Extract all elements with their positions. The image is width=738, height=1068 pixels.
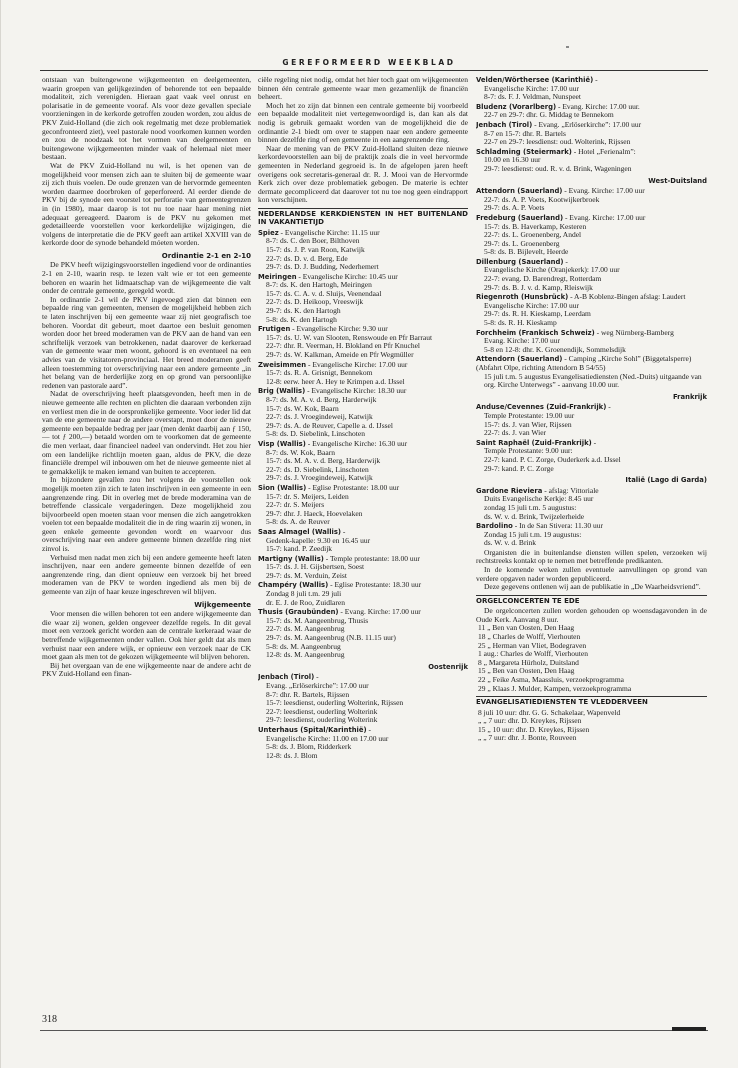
section-heading-evangelisatie: EVANGELISATIEDIENSTEN TE VLEDDERVEEN: [476, 696, 707, 706]
service-entry: [258, 484, 468, 527]
service-line: 8-7: ds. F. J. Veldman, Nunspeet: [484, 92, 581, 102]
service-entry: [258, 229, 468, 272]
service-line: 29-7: ds. M. Aangeenbrug (N.B. 11.15 uur): [266, 633, 396, 643]
service-line: Evangelische Kirche: 17.00 uur: [484, 300, 579, 310]
service-line: Evangelische Kirche: 11.00 en 17.00 uur: [266, 733, 389, 743]
service-line: 22-7: ds. D. Heikoop, Vreeswijk: [266, 297, 364, 307]
location-detail: - Evangelische Kirche: 9.30 uur: [290, 324, 388, 334]
location-name: Brig (Wallis): [258, 387, 306, 396]
service-line: dr. E. J. de Roo, Zuidlaren: [266, 597, 345, 607]
schedule-line: „ „ 7 uur: dhr. D. Kreykes, Rijssen: [478, 716, 582, 726]
organ-schedule: [476, 624, 707, 693]
location-name: Martigny (Wallis): [258, 554, 324, 563]
service-list: [476, 76, 707, 174]
service-list: [476, 187, 707, 390]
location-name: Fredeburg (Sauerland): [476, 213, 564, 222]
schedule-line: 8 juli 10 uur: dhr. G. G. Schakelaar, Wapenveld: [478, 707, 621, 717]
entry-title-line: [476, 355, 707, 372]
service-line: ds. W. v. d. Brink, Twijzelerheide: [484, 511, 585, 521]
location-detail: - Evangelische Kirche: 17.00 uur: [306, 359, 408, 369]
service-line: 12-8: eerw. heer A. Hey te Krimpen a.d. IJssel: [266, 376, 405, 386]
schedule-line: 8 „ Margareta Hürholz, Duitsland: [478, 657, 579, 667]
service-line: 29-7: ds. A. P. Voets: [484, 203, 545, 213]
service-line: 22-7: ds. D. Siebelink, Linschoten: [266, 464, 369, 474]
service-line: 5-8: ds. A. de Reuver: [266, 517, 330, 527]
service-line: 12-8: ds. J. Blom: [266, 750, 318, 760]
service-entry: [476, 103, 707, 120]
location-name: Saas Almagel (Wallis): [258, 527, 341, 536]
paragraph: Voor mensen die willen behoren tot een andere wijkgemeente dan die waar zij wonen, gelden ongeveer dezelfde regels. In dit geval moet een verzoek gericht worden aan de centrale kerkeraad waar de betreffende wijkgemeenten onder vallen. Ook hier geldt dat als men verhuist naar een andere wijk, er opnieuw een verzoek naar de CK moet gaan als men tot de gekozen wijkgemeente wil blijven behoren.: [42, 609, 251, 662]
service-line: 15-7: ds. J. P. van Roon, Katwijk: [266, 244, 365, 254]
service-line: 8-7: ds. K. den Hartogh, Meiringen: [266, 280, 372, 290]
service-entry: [476, 403, 707, 437]
location-name: Sion (Wallis): [258, 483, 307, 492]
schedule-line: 18 „ Charles de Wolff, Vierhouten: [478, 632, 581, 642]
country-label: Oostenrijk: [428, 662, 468, 671]
location-detail: -: [314, 672, 319, 682]
paragraph: In de komende weken zullen eventuele aanvullingen op grond van verdere opgaven nader worden gepubliceerd.: [476, 565, 707, 583]
paragraph: In bijzondere gevallen zou het volgens de voorstellen ook mogelijk moeten zijn zich te laten inschrijven in een gemeente in een aangrenzende ring. Dit in overleg met de brede moderamina van de betreffende classicale vergaderingen. Deze mogelijkheid zou bijvoorbeeld open moeten staan voor mensen die zich aangetrokken voelen tot een bepaalde modaliteit die in de ring waarin zij wonen, in geen enkele gemeente gevonden wordt en waarvoor dus overschrijving naar een andere gemeente binnen dezelfde ring niet zinvol is.: [42, 475, 251, 554]
service-entry: [258, 581, 468, 607]
country-label: West-Duitsland: [648, 176, 707, 185]
paragraph: Deze gegevens ontlenen wij aan de publikatie in „De Waarheidsvriend”.: [484, 582, 701, 592]
service-entry: [258, 608, 468, 660]
service-line: ds. W. v. d. Brink: [484, 538, 537, 548]
service-entry: [258, 325, 468, 359]
schedule-line: 1 aug.: Charles de Wolff, Vierhouten: [478, 649, 588, 659]
location-detail: - Evangelische Kirche: 11.15 uur: [278, 227, 380, 237]
service-line: 15-7: dr. S. Meijers, Leiden: [266, 491, 349, 501]
service-line: 15-7: ds. M. Aangeenbrug, Thusis: [266, 615, 369, 625]
column-3: [476, 76, 707, 1001]
paragraph: De orgelconcerten zullen worden gehouden op woensdagavonden in de Oude Kerk. Aanvang 8 uur.: [476, 606, 707, 624]
location-detail: - A-B Koblenz-Bingen afslag: Laudert: [568, 292, 686, 302]
location-name: Anduse/Cevennes (Zuid-Frankrijk): [476, 403, 607, 412]
footer-rule: [40, 1030, 708, 1031]
service-line: 29-7: leesdienst: oud. R. v. d. Brink, Wageningen: [484, 163, 632, 173]
schedule-line: 15 „ Ben van Oosten, Den Haag: [478, 666, 575, 676]
schedule-line: 15 „ 10 uur: dhr. D. Kreykes, Rijssen: [478, 724, 590, 734]
location-name: Bludenz (Vorarlberg): [476, 102, 557, 111]
service-line: 15 juli t.m. 5 augustus Evangelisatiediensten (Ned.-Duits) uitgaande van org. Kirche Unterwegs” - aanvang 10.00 uur.: [484, 371, 702, 390]
country-label: Frankrijk: [672, 392, 707, 401]
service-line: 22-7: ds. D. v. d. Berg, Ede: [266, 253, 348, 263]
location-name: Velden/Wörthersee (Karinthië): [476, 76, 594, 84]
schedule-line: „ „ 7 uur: dhr. J. Bonte, Rouveen: [478, 733, 577, 743]
location-detail: - afslag: Vittoriale: [542, 485, 599, 495]
column-2: [258, 76, 468, 1001]
service-line: 15-7: kand. P. Zeedijk: [266, 544, 333, 554]
section-heading-kerkdiensten: NEDERLANDSE KERKDIENSTEN IN HET BUITENLAND IN VAKANTIETIJD: [258, 209, 468, 227]
service-line: 10.00 en 16.30 uur: [484, 155, 541, 165]
service-line: 15-7: ds. J. van Wier, Rijssen: [484, 419, 572, 429]
service-line: 22-7 en 29-7: leesdienst: oud. Wolterink, Rijssen: [484, 137, 631, 147]
service-line: 29-7: ds. D. J. Budding, Nederhemert: [266, 262, 379, 272]
service-line: 5-8: ds. K. den Hartogh: [266, 314, 337, 324]
footer-bar: [672, 1027, 706, 1031]
location-name: Dillenburg (Sauerland): [476, 257, 564, 266]
location-detail: -: [563, 256, 568, 266]
header-rule: [40, 70, 708, 71]
service-line: 8-7: ds. M. A. v. d. Berg, Harderwijk: [266, 395, 377, 404]
service-line: 22-7: ds. M. Aangeenbrug: [266, 624, 345, 634]
service-entry: [476, 355, 707, 389]
subheading-wijkgemeente: Wijkgemeente: [194, 600, 251, 609]
service-line: 15-7: ds. J. H. Gijsbertsen, Soest: [266, 562, 365, 572]
location-detail: - Hotel „Ferienalm”:: [571, 146, 636, 156]
location-detail: - Temple protestante: 18.00 uur: [323, 553, 420, 563]
location-detail: - Evang. Kirche: 17.00 uur.: [556, 101, 640, 111]
location-detail: - Evang. „Erlöserkirche”: 17.00 uur: [532, 119, 642, 129]
service-entry: [258, 273, 468, 325]
location-detail: - Evangelische Kirche: 10.45 uur: [296, 271, 398, 281]
service-list: [476, 403, 707, 473]
service-entry: [476, 187, 707, 213]
location-detail: -: [593, 76, 598, 84]
service-line: 15-7: leesdienst, ouderling Wolterink, Rijssen: [266, 698, 404, 708]
service-line: 29-7: kand. P. C. Zorge: [484, 463, 554, 473]
service-line: 29-7: ds. A. de Reuver, Capelle a. d. IJssel: [266, 420, 393, 430]
print-smudge: [566, 46, 569, 48]
service-line: 15-7: ds. M. A. v. d. Berg, Harderwijk: [266, 456, 381, 466]
location-name: Meiringen: [258, 272, 297, 281]
service-line: 29-7: ds. K. den Hartogh: [266, 306, 341, 316]
location-name: Attendorn (Sauerland): [476, 187, 563, 196]
paragraph: ontstaan van buitengewone wijkgemeenten en deelgemeenten, waarin groepen van gelijkgezinden of behorende tot een bepaalde modaliteit, zich verenigden. Hieraan gaat vaak veel onrust en polarisatie in de gemeente vooraf. Als voor deze gevallen speciale voorzieningen in de kerkorde getroffen zouden worden, zou aldus de PKV Zuid-Holland (die zich ook regelmatig met deze problematiek geconfronteerd ziet), veel pastorale nood voorkomen kunnen worden en zou de noodzaak tot het vormen van deelgemeenten en buitengewone wijkgemeenten minder vaak of helemaal niet meer bestaan.: [42, 76, 251, 162]
service-list: [476, 487, 707, 548]
service-line: 5-8: ds. D. Siebelink, Linschoten: [266, 429, 365, 439]
location-name: Attendorn (Sauerland): [476, 355, 563, 364]
paragraph: ciële regeling niet nodig, omdat het hier toch gaat om wijkgemeenten binnen één centrale gemeente waar men gezamenlijk de financiën beheert.: [258, 76, 468, 102]
service-line: 22-7: kand. P. C. Zorge, Ouderkerk a.d. IJssel: [484, 454, 621, 464]
service-line: 8-7 en 15-7: dhr. R. Bartels: [484, 128, 566, 138]
service-entry: [258, 673, 468, 725]
paragraph: Nadat de overschrijving heeft plaatsgevonden, heeft men in de nieuwe gemeente alle rechten en plichten die daaraan verbonden zijn en verliest men die in de oorspronkelijke gemeente. Voor ieder lid dat van de ene gemeente naar de andere overstapt, moet door de nieuwe gemeente een bepaalde bedrag per jaar (men denkt daarbij aan ƒ 150,— tot ƒ 200,—) betaald worden om te voorkomen dat de gemeente die men verlaat, daar financieel nadeel van ondervindt. Het zou hier om een landelijke richtlijn moeten gaan, aldus de PKV, die deze financiële drempel wil inbouwen om het de nieuwe gemeente niet al te gemakkelijk te maken iemand van buiten te accepteren.: [42, 389, 251, 476]
service-list: [258, 673, 468, 760]
service-line: 22-7: dhr. R. Veerman, H. Blokland en Pfr Knuchel: [266, 341, 421, 351]
location-name: Visp (Wallis): [258, 439, 306, 448]
service-line: 15-7: ds. R. A. Grisnigt, Bennekom: [266, 368, 373, 378]
service-line: 15-7: ds. W. Kok, Baarn: [266, 403, 339, 413]
service-line: Gedenk-kapelle: 9.30 en 16.45 uur: [266, 535, 371, 545]
service-line: 15-7: ds. B. Haverkamp, Kesteren: [484, 221, 587, 231]
location-detail: -: [366, 724, 371, 734]
location-detail: -: [591, 437, 597, 447]
paragraph: Wat de PKV Zuid-Holland nu wil, is het openen van de mogelijkheid voor mensen zich aan te sluiten bij de gemeente waar zij zich thuis voelen. De oude grenzen van de hervormde gemeenten worden daarmee doorbroken of geperforeerd. Al eerder diende de PKV bij de synode een voorstel tot perforatie van gemeentegrenzen in (in 1980), maar daarop is tot nu toe naar haar mening niet adequaat gereageerd. Daarom is de PKV nu gekomen met gedetailleerde voorstellen voor kerkordelijke wijzigingen, die volgens de interpretatie die de PKV geeft aan artikel XXVIII van de kerkorde door de synode behandeld móeten worden.: [42, 160, 251, 248]
service-line: 22-7: ds. J. Vroegindeweij, Katwijk: [266, 412, 373, 422]
location-detail: -: [606, 402, 611, 412]
location-name: Jenbach (Tirol): [258, 673, 315, 682]
location-detail: - weg Nürnberg-Bamberg: [594, 327, 674, 337]
service-entry: [476, 214, 707, 257]
location-detail: - Evangelische Kirche: 16.30 uur: [305, 438, 408, 448]
service-line: 5-8: ds. B. Bijlevelt, Heerde: [484, 247, 569, 257]
location-name: Spiez: [258, 228, 279, 237]
location-detail: - Evangelische Kirche: 18.30 uur: [305, 386, 407, 396]
service-entry: [476, 439, 707, 473]
service-line: 29-7: ds. J. Vroegindeweij, Katwijk: [266, 473, 373, 483]
service-line: 8-7: ds. C. den Boer, Bilthoven: [266, 236, 360, 246]
service-line: 5-8: ds. M. Aangeenbrug: [266, 641, 341, 651]
location-name: Forchheim (Frankisch Schweiz): [476, 328, 595, 337]
service-line: Evangelische Kirche: 17.00 uur: [484, 83, 579, 93]
service-line: 8-7: dhr. R. Bartels, Rijssen: [266, 689, 350, 699]
location-detail: - Evang. Kirche: 17.00 uur: [563, 212, 646, 222]
paragraph: Bij het overgaan van de ene wijkgemeente naar de andere acht de PKV Zuid-Holland een finan-: [42, 660, 251, 679]
service-entry: [476, 258, 707, 292]
location-name: Bardolino: [476, 522, 513, 531]
location-detail: -: [341, 526, 346, 536]
evang-schedule: [476, 709, 707, 743]
paragraph: Naar de mening van de PKV Zuid-Holland sluiten deze nieuwe kerkordevoorstellen aan bij de praktijk zoals die in veel hervormde gemeenten in Nederland gegroeid is. In de afgelopen jaren heeft overigens ook secretaris-generaal dr. R. J. Mooi van de Hervormde Kerk zich over deze problematiek gebogen. De materie is echter dermate gecompliceerd dat daarover tot nu toe nog geen eindrapport kon verschijnen.: [258, 143, 468, 205]
location-detail: - Eglise Protestante: 18.00 uur: [306, 482, 400, 492]
schedule-line: 22 „ Feike Asma, Maassluis, verzoekprogramma: [478, 675, 625, 684]
service-entry: [476, 76, 707, 102]
service-entry: [476, 148, 707, 174]
service-entry: [258, 726, 468, 760]
schedule-line: 11 „ Ben van Oosten, Den Haag: [478, 623, 575, 633]
service-entry: [476, 121, 707, 147]
paragraph: Verhuisd men nadat men zich bij een andere gemeente heeft laten inschrijven, naar een andere gemeente binnen dezelfde of een aangrenzende ring, dan dient opnieuw een verzoek bij het breed moderamen van de PKV te worden ingediend als men bij de gemeente van zijn of haar keuze ingeschreven wil blijven.: [42, 552, 251, 597]
paragraph: Organisten die in buitenlandse diensten willen spelen, verzoeken wij rechtstreeks kontakt op te nemen met betreffende predikanten.: [476, 547, 707, 566]
service-line: 15-7: ds. U. W. van Slooten, Renswoude en Pfr Barraut: [266, 332, 433, 342]
service-line: 5-8: ds. J. Blom, Ridderkerk: [266, 742, 352, 752]
service-line: 29-7: ds. W. Kalkman, Ameide en Pfr Wegmüller: [266, 350, 414, 360]
service-line: zondag 15 juli t.m. 5 augustus:: [484, 502, 577, 512]
service-entry: [258, 528, 468, 554]
service-line: 15-7: ds. C. A. v. d. Sluijs, Veenendaal: [266, 288, 382, 298]
service-entry: [476, 329, 707, 355]
section-heading-orgelconcerten: ORGELCONCERTEN TE EDE: [476, 595, 707, 605]
service-line: 5-8: ds. R. H. Kieskamp: [484, 318, 557, 328]
service-line: 29-7: ds. L. Groenenberg: [484, 238, 560, 248]
location-detail: - Evang. Kirche: 17.00 uur: [338, 607, 421, 617]
column-1: [42, 76, 251, 1001]
service-line: 22-7: ds. A. P. Voets, Kootwijkerbroek: [484, 194, 600, 204]
service-line: 29-7: ds. M. Verduin, Zeist: [266, 570, 347, 580]
service-line: 22-7: ds. J. van Wier: [484, 428, 547, 438]
service-line: 22-7: leesdienst, ouderling Wolterink: [266, 706, 378, 716]
location-name: Gardone Rieviera: [476, 486, 543, 495]
service-line: 29-7: leesdienst, ouderling Wolterink: [266, 715, 378, 725]
service-line: Temple Protestante: 9.00 uur:: [484, 446, 573, 456]
service-line: Zondag 15 juli t.m. 19 augustus:: [484, 529, 582, 539]
running-title: GEREFORMEERD WEEKBLAD: [282, 58, 456, 67]
service-line: 29-7: ds. R. H. Kieskamp, Leerdam: [484, 309, 591, 319]
service-line: Temple Protestante: 19.00 uur: [484, 410, 575, 420]
country-label: Italië (Lago di Garda): [625, 476, 707, 485]
service-line: Evang. „Erlöserkirche”: 17.00 uur: [266, 681, 369, 690]
service-line: 8-7: ds. W. Kok, Baarn: [266, 447, 335, 457]
service-line: 29-7: dhr. J. Haeck, Hoevelaken: [266, 508, 363, 518]
service-line: Zondag 8 juli t.m. 29 juli: [266, 589, 342, 599]
location-name: Riegenroth (Hunsbrück): [476, 293, 569, 302]
location-name: Thusis (Graubünden): [258, 608, 339, 617]
service-line: Evang. Kirche: 17.00 uur: [484, 336, 561, 346]
service-entry: [476, 522, 707, 548]
location-name: Saint Raphaël (Zuid-Frankrijk): [476, 438, 592, 447]
location-name: Zweisimmen: [258, 360, 307, 369]
service-line: Duits Evangelische Kerkje: 8.45 uur: [484, 494, 594, 504]
service-line: Evangelische Kirche (Oranjekerk): 17.00 uur: [484, 265, 620, 275]
service-list: [258, 229, 468, 660]
subheading-ordinantie: Ordinantie 2-1 en 2-10: [161, 251, 251, 260]
paragraph: Moch het zo zijn dat binnen een centrale gemeente bij voorbeeld een bepaalde modaliteit niet vertegenwoordigd is, dan kan als dat nodig is gebruik gemaakt worden van de mogelijkheid die de ordinantie 2-1 biedt om over te stappen naar een andere gemeente binnen dezelfde ring of een gemeente in een aangrenzende ring.: [258, 100, 468, 145]
service-entry: [258, 555, 468, 581]
service-line: 5-8 en 12-8: dhr. K. Groenendijk, Sommelsdijk: [484, 344, 626, 354]
location-detail: - In de San Stivera: 11.30 uur: [512, 521, 603, 531]
service-line: 22-7: ds. L. Groenenberg, Andel: [484, 230, 582, 240]
schedule-line: 29 „ Klaas J. Mulder, Kampen, verzoekprogramma: [478, 683, 632, 693]
service-line: 22-7 en 29-7: dhr. G. Middag te Bennekom: [484, 110, 614, 120]
service-line: 12-8: ds. M. Aangeenbrug: [266, 650, 345, 660]
service-line: 29-7: ds. B. J. v. d. Kamp, Rleiswijk: [484, 282, 593, 292]
service-entry: [476, 293, 707, 327]
location-name: Jenbach (Tirol): [476, 120, 533, 129]
service-entry: [476, 487, 707, 521]
service-entry: [258, 387, 468, 439]
location-name: Schladming (Steiermark): [476, 147, 572, 156]
page-number: 318: [42, 1014, 57, 1025]
service-line: 22-7: dr. S. Meijers: [266, 500, 325, 510]
location-detail: - Evang. Kirche: 17.00 uur: [562, 186, 645, 196]
location-detail: - Camping „Kirche Sohl” (Biggetalsperre) (Abfahrt Olpe, richting Attendorn B 54/55): [476, 354, 692, 372]
schedule-line: 25 „ Herman van Vliet, Bodegraven: [478, 640, 587, 650]
location-name: Unterhaus (Spital/Karinthië): [258, 725, 367, 734]
location-name: Champéry (Wallis): [258, 581, 329, 590]
location-name: Frutigen: [258, 325, 291, 334]
paragraph: De PKV heeft wijzigingsvoorstellen ingediend voor de ordinanties 2-1 en 2-10, waarin resp. te lezen valt wie er tot een gemeente behoren en waarin het lidmaatschap van de wijkgemeente die valt onder de centrale gemeente, geregeld wordt.: [42, 260, 251, 296]
service-entry: [258, 361, 468, 387]
location-detail: - Eglise Protestante: 18.30 uur: [328, 580, 422, 590]
service-entry: [258, 440, 468, 483]
service-line: 22-7: evang. D. Barendregt, Rotterdam: [484, 274, 602, 284]
paragraph: In ordinantie 2-1 wil de PKV ingevoegd zien dat binnen een bepaalde ring van gemeenten, mensen de mogelijkheid hebben zich te laten inschrijven bij een gemeente waar zij niet geografisch toe behoren. Voordat dit gebeurt, moet daartoe een besluit genomen worden door het breed moderamen van de PKV aan de hand van een schriftelijk verzoek van betrokkenen, nadat daarover de kerkeraad van de gemeente waar men woont, gehoord is en eventueel na een advies van de visitatoren-provinciaal. Het breed moderamen geeft alleen toestemming tot overschrijving naar een andere gemeente „in het belang van de herderlijke zorg en op grond van persoonlijke redenen van pastorale aard”.: [42, 294, 251, 390]
